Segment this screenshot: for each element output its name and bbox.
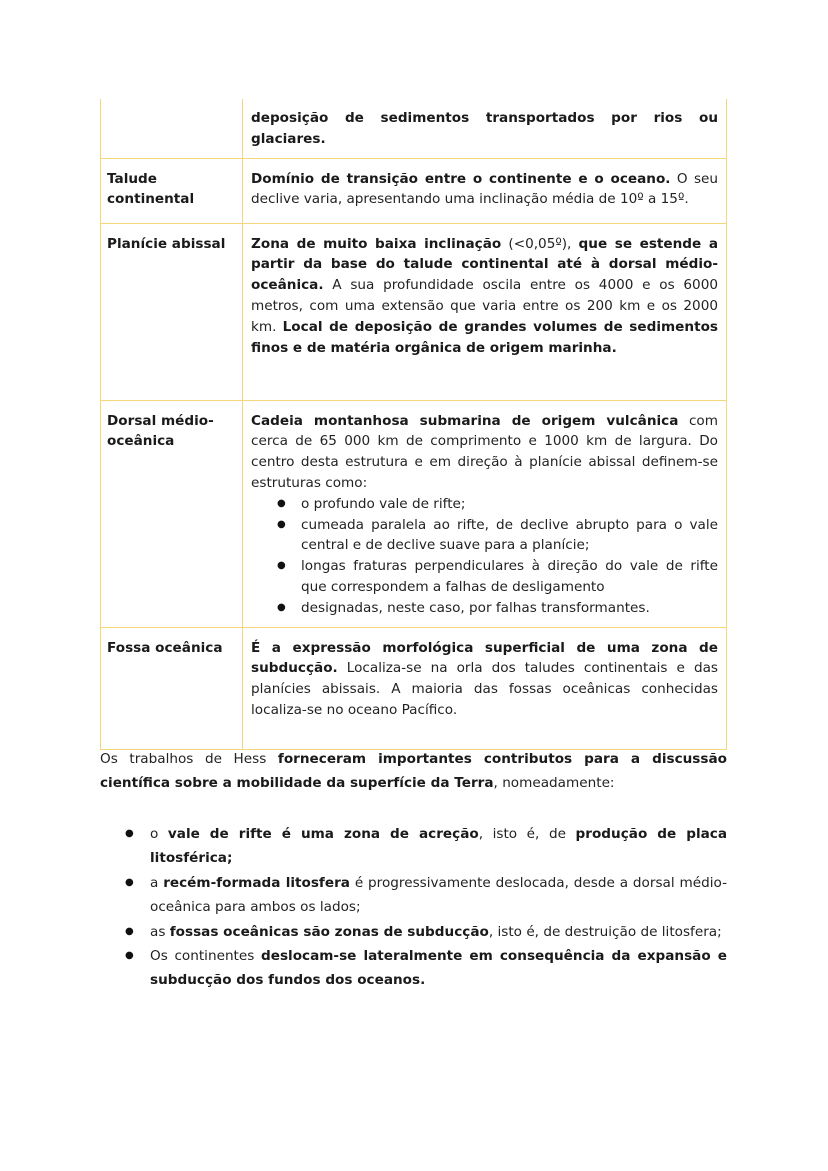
list-item: ● Os continentes deslocam-se lateralmente em consequência da expansão e subducção dos fundos dos oceanos.	[150, 944, 727, 993]
description-text	[251, 110, 718, 147]
bold-text: produção de placa litosférica;	[150, 826, 728, 867]
feature-term: Dorsal médio-oceânica	[101, 400, 243, 627]
feature-term: Planície abissal	[101, 223, 243, 400]
list-item: ● cumeada paralela ao rifte, de declive abrupto para o vale central e de declive suave para a planície;	[301, 515, 718, 557]
table-row	[101, 400, 727, 627]
description-text: É a expressão morfológica superficial de uma zona de subducção. Localiza-se na orla dos taludes continentais e das planícies abissais. A maioria das fossas oceânicas conhecidas localiza-se no oceano Pacífico.	[251, 639, 718, 718]
feature-term: Talude continental	[101, 158, 243, 223]
bold-text: que se estende a partir da base do talude continental até à dorsal médio-oceânica.	[251, 235, 718, 294]
bold-text: Zona de muito baixa inclinação	[251, 235, 502, 252]
list-item: ● designadas, neste caso, por falhas transformantes.	[301, 598, 718, 619]
list-item: ● longas fraturas perpendiculares à direção do vale de rifte que correspondem a falhas de desligamento	[301, 556, 718, 598]
bold-text: fossas oceânicas são zonas de subducção	[169, 923, 489, 940]
hess-contributions-list	[100, 822, 727, 993]
table-row	[101, 223, 727, 400]
list-item: ● as fossas oceânicas são zonas de subducção, isto é, de destruição de litosfera;	[150, 920, 727, 944]
hess-paragraph: Os trabalhos de Hess forneceram importantes contributos para a discussão científica sobre a mobilidade da superfície da Terra, nomeadamente:	[100, 751, 728, 792]
structure-list	[251, 494, 718, 619]
feature-description	[243, 400, 727, 627]
bold-text: Local de deposição de grandes volumes de sedimentos finos e de matéria orgânica de origem marinha.	[251, 318, 718, 356]
feature-term	[101, 99, 243, 158]
description-text: Domínio de transição entre o continente e o oceano. O seu declive varia, apresentando uma inclinação média de 10º a 15º.	[251, 170, 719, 208]
bold-text: forneceram importantes contributos para a discussão científica sobre a mobilidade da superfície da Terra	[100, 751, 728, 792]
table-row	[101, 627, 727, 749]
bold-text: Domínio de transição entre o continente e o oceano.	[251, 170, 671, 187]
table-row	[101, 158, 727, 223]
feature-description	[243, 99, 727, 158]
bold-text: Cadeia montanhosa submarina de origem vulcânica	[251, 412, 679, 429]
bold-text: recém-formada litosfera	[163, 874, 350, 891]
bold-text: deslocam-se lateralmente em consequência da expansão e subducção dos fundos dos oceanos.	[150, 948, 727, 989]
feature-description	[243, 158, 727, 223]
list-item: ● a recém-formada litosfera é progressivamente deslocada, desde a dorsal médio-oceânica para ambos os lados;	[150, 871, 727, 920]
geomorphology-table	[100, 99, 727, 750]
list-item: ● o profundo vale de rifte;	[301, 494, 718, 515]
bold-text: É a expressão morfológica superficial de uma zona de subducção.	[251, 639, 718, 677]
description-text: Cadeia montanhosa submarina de origem vulcânica com cerca de 65 000 km de comprimento e 1000 km de largura. Do centro desta estrutura e em direção à planície abissal definem-se estruturas como:	[251, 412, 718, 491]
list-item: ● o vale de rifte é uma zona de acreção, isto é, de produção de placa litosférica;	[150, 822, 727, 871]
table-row	[101, 99, 727, 158]
feature-term: Fossa oceânica	[101, 627, 243, 749]
bold-text: deposição de sedimentos transportados por rios ou glaciares.	[251, 110, 718, 147]
bold-text: vale de rifte é uma zona de acreção	[167, 826, 479, 842]
feature-description	[243, 223, 727, 400]
description-text: Zona de muito baixa inclinação (<0,05º), que se estende a partir da base do talude continental até à dorsal médio-oceânica. A sua profundidade oscila entre os 4000 e os 6000 metros, com uma extensão que varia entre os 200 km e os 2000 km. Local de deposição de grandes volumes de sedimentos finos e de matéria orgânica de origem marinha.	[251, 235, 718, 356]
feature-description	[243, 627, 727, 749]
ocean-floor-features-table	[100, 99, 727, 750]
